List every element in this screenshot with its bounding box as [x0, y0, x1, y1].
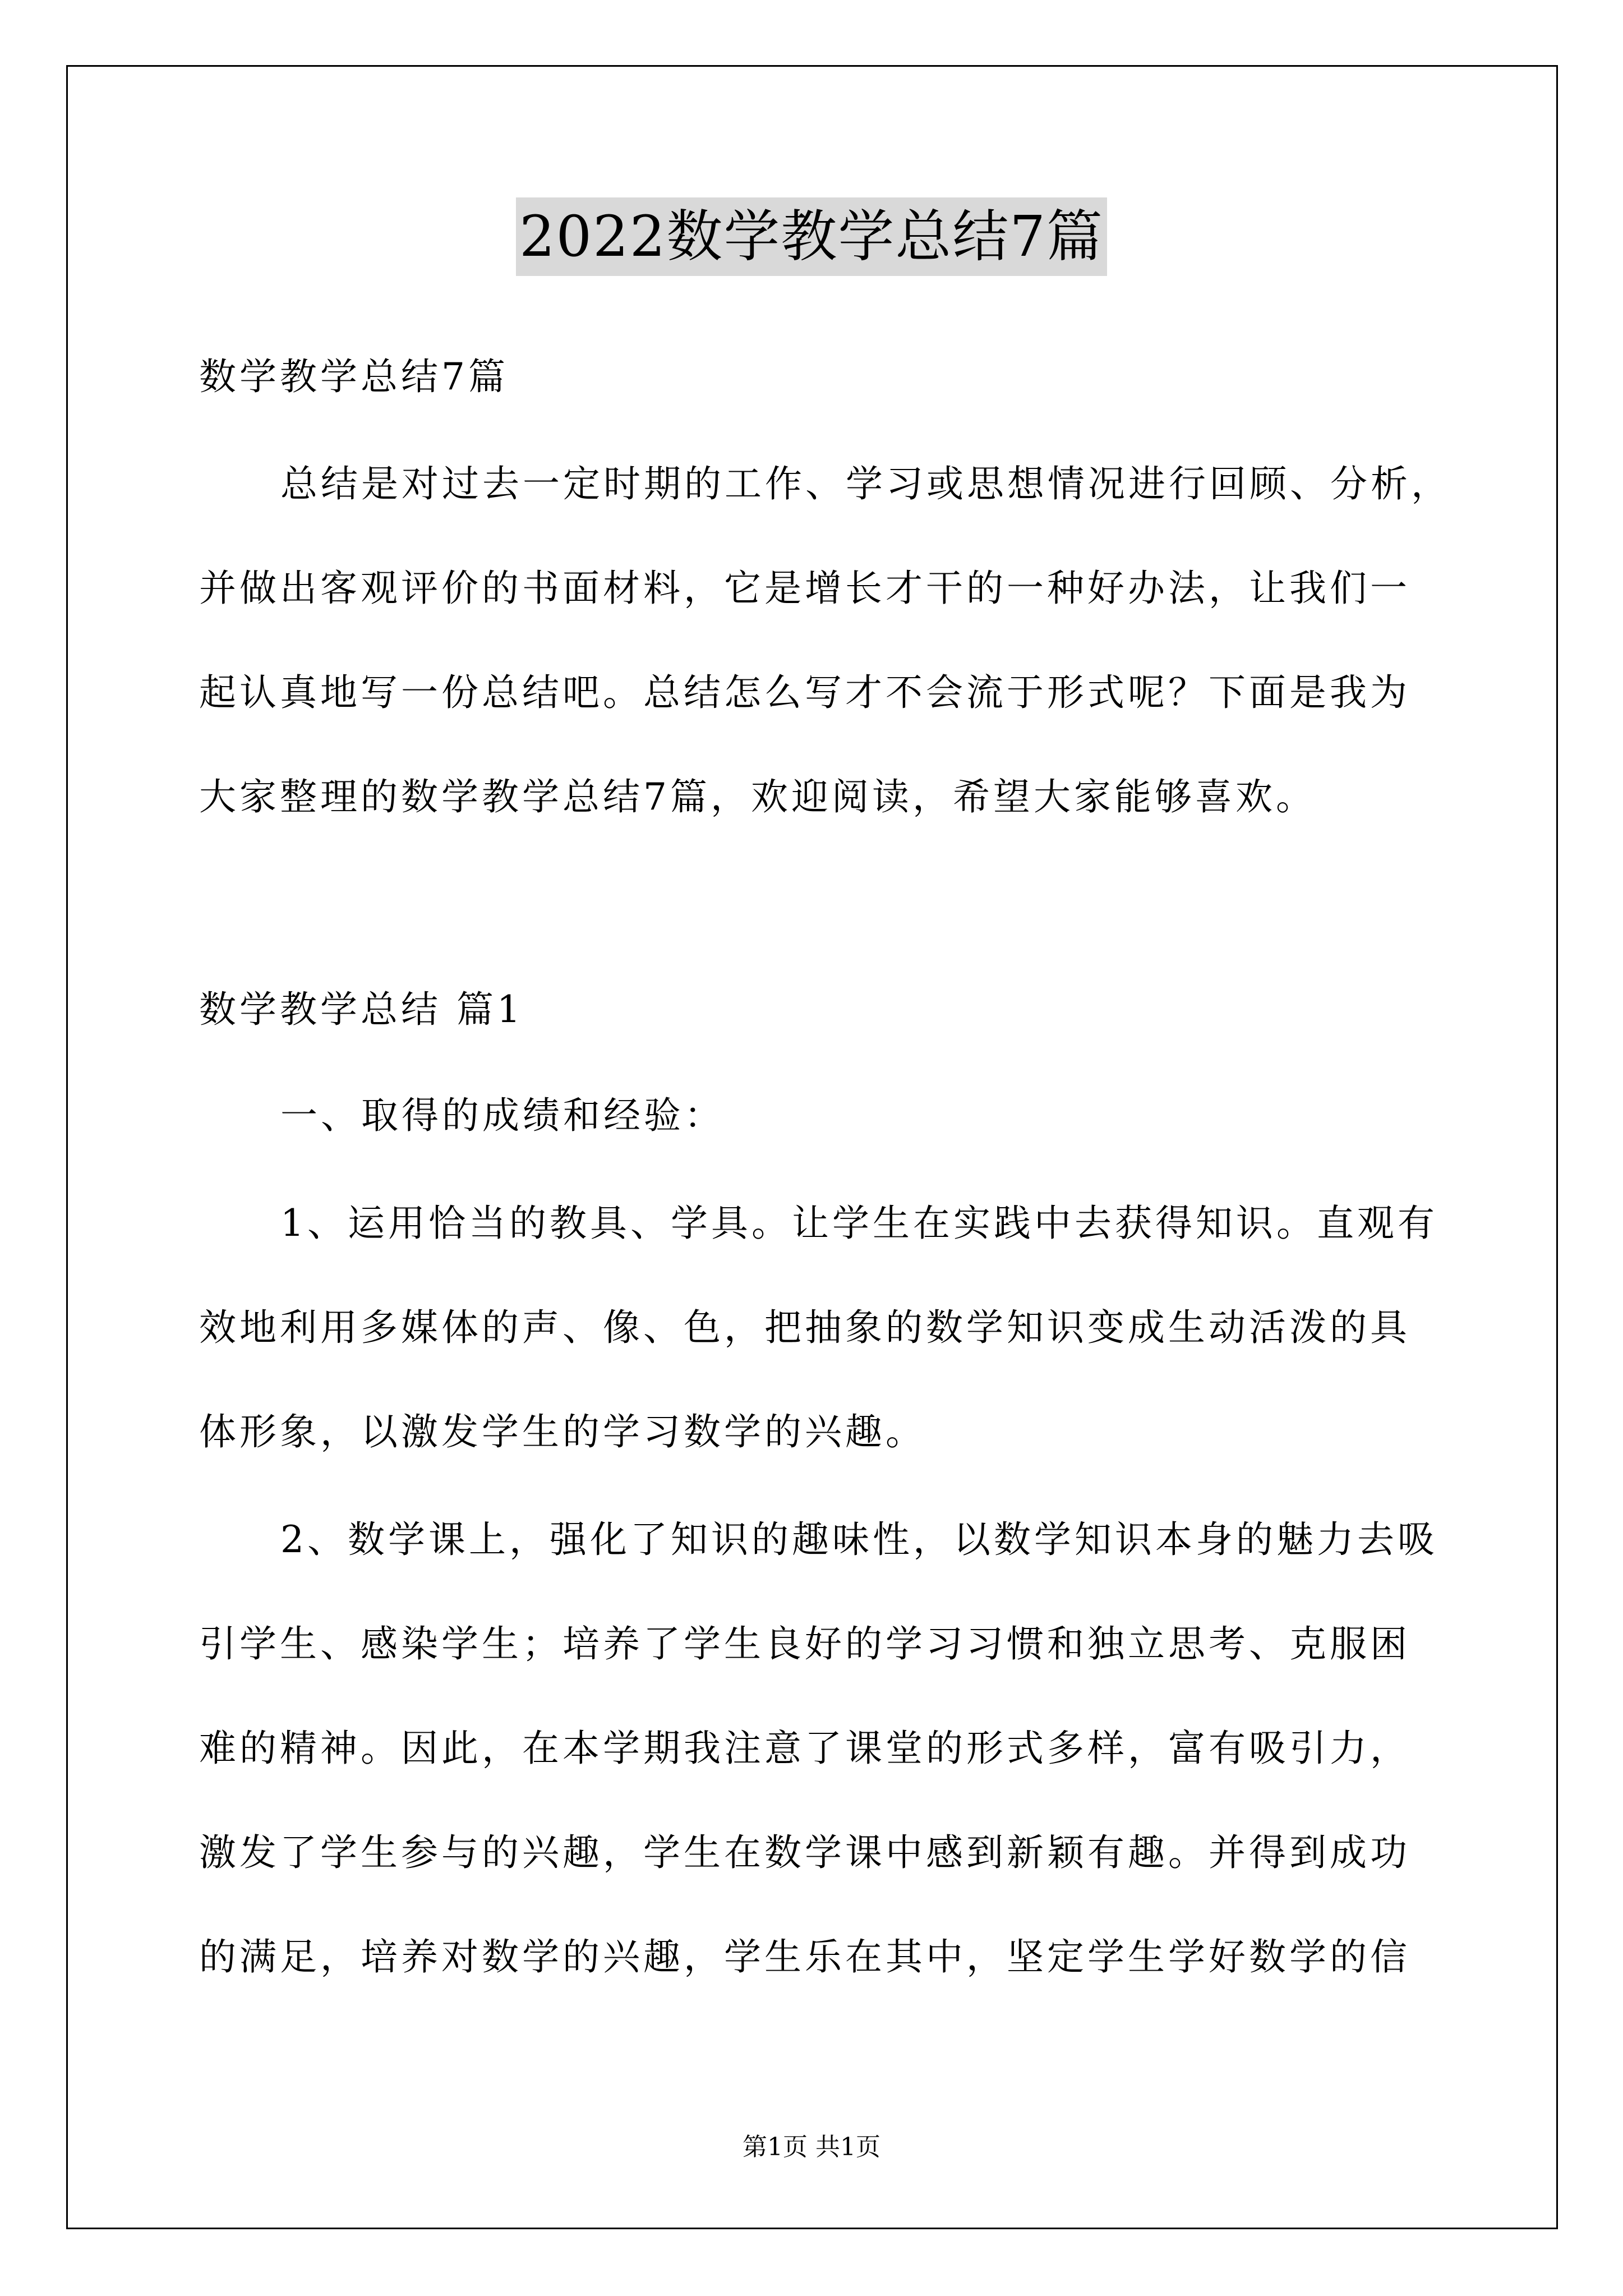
document-title: 2022数学教学总结7篇 — [516, 197, 1107, 276]
intro-line: 总结是对过去一定时期的工作、学习或思想情况进行回顾、分析， — [280, 462, 1451, 505]
intro-line: 并做出客观评价的书面材料，它是增长才干的一种好办法，让我们一 — [199, 567, 1410, 610]
paragraph-line: 的满足，培养对数学的兴趣，学生乐在其中，坚定学生学好数学的信 — [199, 1935, 1410, 1978]
paragraph-line: 2、数学课上，强化了知识的趣味性，以数学知识本身的魅力去吸 — [280, 1518, 1438, 1561]
paragraph-line: 难的精神。因此，在本学期我注意了课堂的形式多样，富有吸引力， — [199, 1727, 1410, 1770]
subheading: 一、取得的成绩和经验： — [280, 1094, 725, 1137]
paragraph-line: 1、运用恰当的教具、学具。让学生在实践中去获得知识。直观有 — [280, 1202, 1438, 1245]
paragraph-line: 体形象，以激发学生的学习数学的兴趣。 — [199, 1410, 926, 1453]
intro-line: 起认真地写一份总结吧。总结怎么写才不会流于形式呢？下面是我为 — [199, 671, 1410, 714]
title-container — [0, 197, 1623, 276]
document-subtitle: 数学教学总结7篇 — [199, 355, 509, 398]
paragraph-line: 效地利用多媒体的声、像、色，把抽象的数学知识变成生动活泼的具 — [199, 1306, 1410, 1349]
paragraph-line: 引学生、感染学生；培养了学生良好的学习习惯和独立思考、克服困 — [199, 1622, 1410, 1665]
paragraph-line: 激发了学生参与的兴趣，学生在数学课中感到新颖有趣。并得到成功 — [199, 1831, 1410, 1874]
page-footer: 第1页 共1页 — [743, 2133, 880, 2161]
intro-line: 大家整理的数学教学总结7篇，欢迎阅读，希望大家能够喜欢。 — [199, 775, 1316, 818]
section-heading: 数学教学总结 篇1 — [199, 988, 524, 1031]
